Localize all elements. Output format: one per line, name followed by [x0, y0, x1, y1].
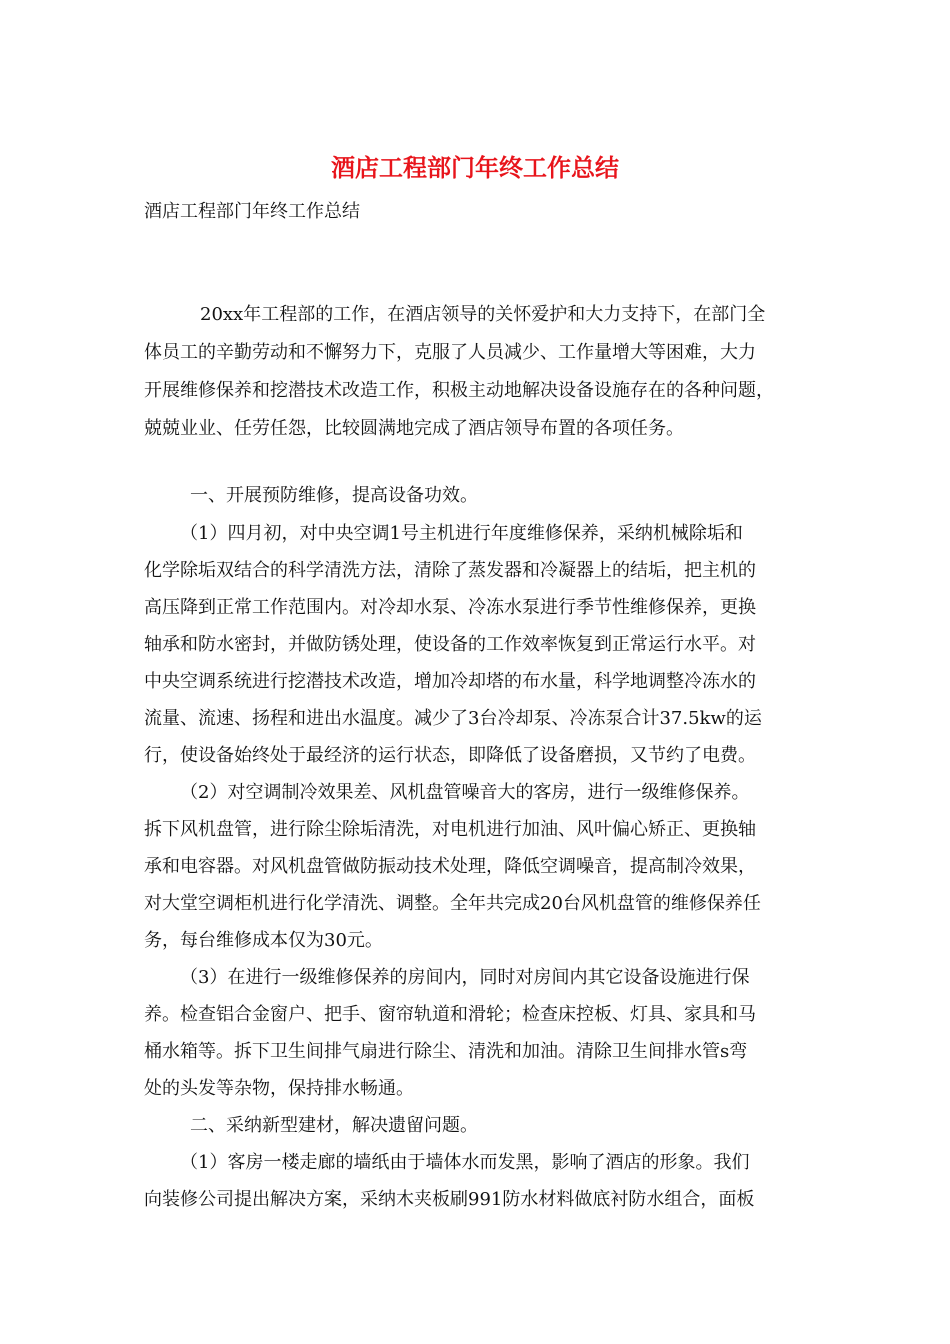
paragraph-line: 体员工的辛勤劳动和不懈努力下，克服了人员减少、工作量增大等困难，大力 [144, 342, 756, 363]
paragraph-line: 桶水箱等。拆下卫生间排气扇进行除尘、清洗和加油。清除卫生间排水管s弯 [144, 1041, 748, 1062]
paragraph-line: 流量、流速、扬程和进出水温度。减少了3台冷却泵、冷冻泵合计37.5kw的运 [144, 708, 762, 729]
paragraph-line: （1）客房一楼走廊的墙纸由于墙体水而发黑，影响了酒店的形象。我们 [180, 1152, 750, 1173]
paragraph-line: （3）在进行一级维修保养的房间内，同时对房间内其它设备设施进行保 [180, 967, 750, 988]
paragraph-line: 化学除垢双结合的科学清洗方法，清除了蒸发器和冷凝器上的结垢，把主机的 [144, 560, 756, 581]
paragraph-line: 行，使设备始终处于最经济的运行状态，即降低了设备磨损，又节约了电费。 [144, 745, 756, 766]
paragraph-line: 对大堂空调柜机进行化学清洗、调整。全年共完成20台风机盘管的维修保养任 [144, 893, 761, 914]
section-heading: 一、开展预防维修，提高设备功效。 [190, 485, 478, 506]
paragraph-line: 承和电容器。对风机盘管做防振动技术处理，降低空调噪音，提高制冷效果， [144, 856, 756, 877]
paragraph-line: 拆下风机盘管，进行除尘除垢清洗，对电机进行加油、风叶偏心矫正、更换轴 [144, 819, 756, 840]
section-heading: 二、采纳新型建材，解决遗留问题。 [190, 1115, 478, 1136]
paragraph-line: 中央空调系统进行挖潜技术改造，增加冷却塔的布水量，科学地调整冷冻水的 [144, 671, 756, 692]
paragraph-line: 高压降到正常工作范围内。对冷却水泵、冷冻水泵进行季节性维修保养，更换 [144, 597, 756, 618]
document-subtitle: 酒店工程部门年终工作总结 [144, 201, 360, 222]
paragraph-line: 向装修公司提出解决方案，采纳木夹板刷991防水材料做底衬防水组合，面板 [144, 1189, 755, 1210]
paragraph-line: （2）对空调制冷效果差、风机盘管噪音大的客房，进行一级维修保养。 [180, 782, 750, 803]
paragraph-line: 务，每台维修成本仅为30元。 [144, 930, 383, 951]
document-title: 酒店工程部门年终工作总结 [331, 153, 619, 182]
paragraph-line: 开展维修保养和挖潜技术改造工作，积极主动地解决设备设施存在的各种问题， [144, 380, 774, 401]
paragraph-line: 轴承和防水密封，并做防锈处理，使设备的工作效率恢复到正常运行水平。对 [144, 634, 756, 655]
paragraph-line: 兢兢业业、任劳任怨，比较圆满地完成了酒店领导布置的各项任务。 [144, 418, 684, 439]
paragraph-line: 处的头发等杂物，保持排水畅通。 [144, 1078, 414, 1099]
paragraph-line: （1）四月初，对中央空调1号主机进行年度维修保养，采纳机械除垢和 [180, 523, 743, 544]
paragraph-line: 养。检查铝合金窗户、把手、窗帘轨道和滑轮；检查床控板、灯具、家具和马 [144, 1004, 756, 1025]
paragraph-line: 20xx年工程部的工作，在酒店领导的关怀爱护和大力支持下，在部门全 [200, 304, 766, 325]
